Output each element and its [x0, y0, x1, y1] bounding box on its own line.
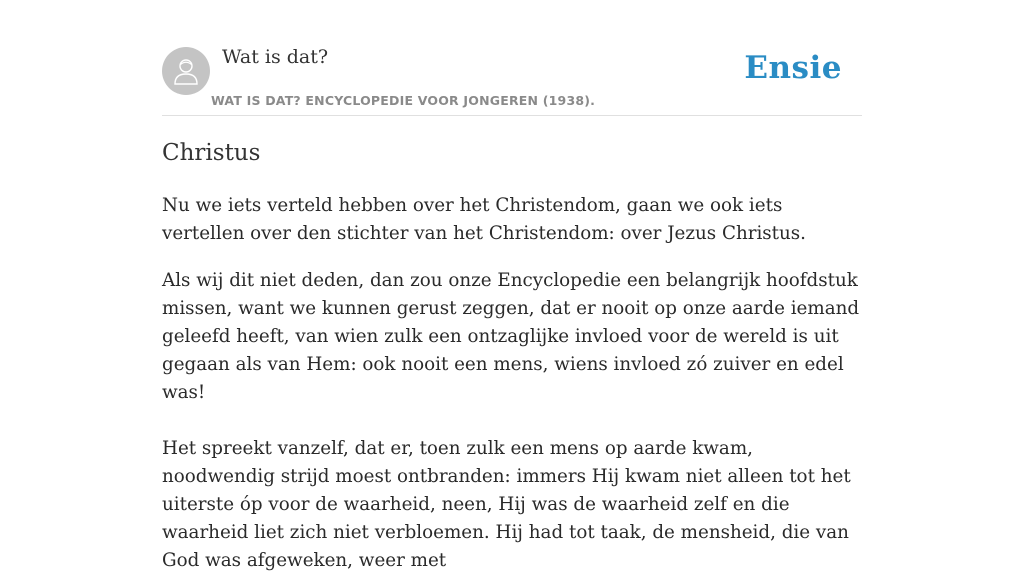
article-body: [162, 192, 862, 575]
article-paragraph: Als wij dit niet deden, dan zou onze Encyclopedie een belangrijk hoofdstuk missen, want we kunnen gerust zeggen, dat er nooit op onze aarde iemand geleefd heeft, van wien zulk een ontzaglijke invloed voor de wereld is uit gegaan als van Hem: ook nooit een mens, wiens invloed zó zuiver en edel was!: [162, 270, 860, 403]
article-paragraph: Nu we iets verteld hebben over het Christendom, gaan we ook iets vertellen over den stichter van het Christendom: over Jezus Christus.: [162, 195, 806, 244]
page-container: [162, 0, 862, 571]
article-paragraph: Het spreekt vanzelf, dat er, toen zulk een mens op aarde kwam, noodwendig strijd moest ontbranden: immers Hij kwam niet alleen tot het uiterste óp voor de waarheid, neen, Hij was de waarheid zelf en die waarheid liet zich niet verbloemen. Hij had tot taak, de mensheid, die van God was afgeweken, weer met: [162, 438, 851, 571]
brand-logo[interactable]: Ensie: [744, 50, 842, 86]
user-silhouette: [171, 56, 201, 86]
source-subtitle: WAT IS DAT? ENCYCLOPEDIE VOOR JONGEREN (1938).: [211, 93, 596, 108]
user-icon[interactable]: [162, 47, 210, 95]
source-header: [162, 0, 862, 116]
article-title: Christus: [162, 140, 261, 166]
source-title-link[interactable]: Wat is dat?: [222, 46, 329, 68]
